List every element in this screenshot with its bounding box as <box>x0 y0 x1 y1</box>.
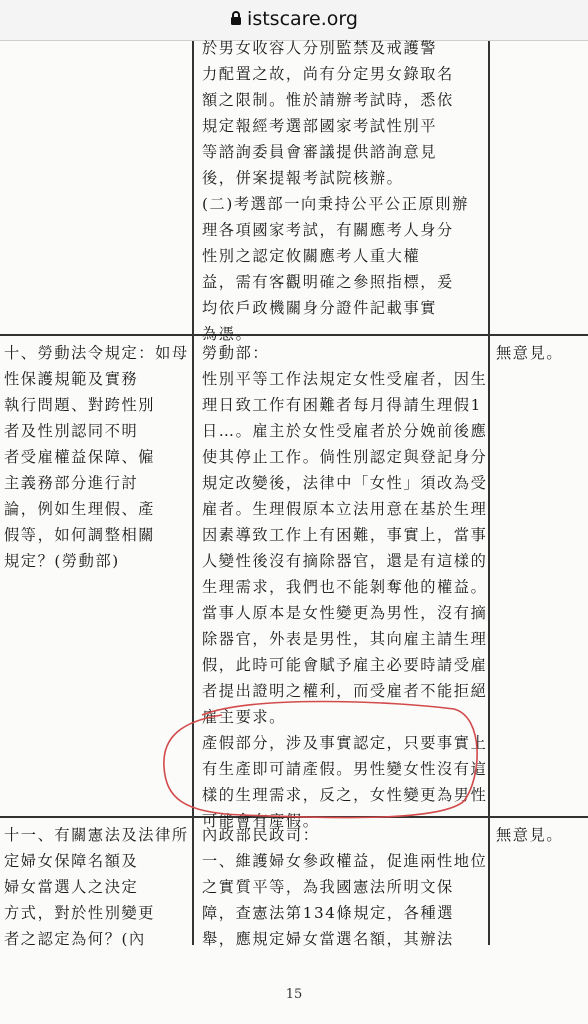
page-number: 15 <box>285 987 303 1002</box>
row10-question <box>4 340 189 574</box>
question-line: 者及性別認同不明 <box>4 422 139 440</box>
response-line: 一、維護婦女參政權益，促進兩性地位 <box>202 852 488 870</box>
text-line: 性別之認定攸關應考人重大權 <box>202 247 421 265</box>
document-page <box>0 41 588 1024</box>
text-line: 後，併案提報考試院核辦。 <box>202 169 404 187</box>
text-line: 均依戶政機關身分證件記載事實 <box>202 299 438 317</box>
response-line: 產假部分，涉及事實認定，只要事實上 <box>202 734 488 752</box>
response-line: 之實質平等，為我國憲法所明文保 <box>202 878 454 896</box>
response-line: 障，查憲法第134條規定，各種選 <box>202 904 455 922</box>
text-line: 力配置之故，尚有分定男女錄取名 <box>202 65 454 83</box>
question-line: 主義務部分進行討 <box>4 474 139 492</box>
response-line: 勞動部： <box>202 344 270 362</box>
response-line: 可能會有產假。 <box>202 812 320 830</box>
response-line: 使其停止工作。倘性別認定與登記身分 <box>202 448 488 466</box>
lock-icon <box>230 9 242 31</box>
row11-remark: 無意見。 <box>496 826 564 844</box>
question-line: 規定？(勞動部) <box>4 552 120 570</box>
table-rule <box>488 41 490 945</box>
text-line: 等諮詢委員會審議提供諮詢意見 <box>202 143 438 161</box>
question-line: 定婦女保障名額及 <box>4 852 139 870</box>
red-circle-annotation <box>162 697 480 823</box>
question-line: 者之認定為何？(內 <box>4 930 146 948</box>
response-line: 理日致工作有困難者每月得請生理假1 <box>202 396 482 414</box>
response-line: 雇主要求。 <box>202 708 286 726</box>
response-line: 因素導致工作上有困難，事實上，當事 <box>202 526 488 544</box>
text-line: 於男女收容人分別監禁及戒護警 <box>202 39 438 57</box>
text-line: 理各項國家考試，有關應考人身分 <box>202 221 454 239</box>
response-line: 日…。雇主於女性受雇者於分娩前後應 <box>202 422 488 440</box>
text-line: 益，需有客觀明確之參照指標，爰 <box>202 273 454 291</box>
question-line: 論，例如生理假、產 <box>4 500 156 518</box>
response-line: 有生產即可請產假。男性變女性沒有這 <box>202 760 488 778</box>
previous-row-response <box>202 35 469 347</box>
text-line: 規定報經考選部國家考試性別平 <box>202 117 438 135</box>
url-text: istscare.org <box>247 8 358 30</box>
response-line: 性別平等工作法規定女性受雇者，因生 <box>202 370 488 388</box>
question-line: 者受雇權益保障、僱 <box>4 448 156 466</box>
question-line: 十一、有關憲法及法律所 <box>4 826 189 844</box>
response-line: 假，此時可能會賦予雇主必要時請受雇 <box>202 656 488 674</box>
row11-response <box>202 822 487 952</box>
response-line: 者提出證明之權利，而受雇者不能拒絕 <box>202 682 488 700</box>
question-line: 十、勞動法令規定：如母 <box>4 344 189 362</box>
response-line: 除器官，外表是男性，其向雇主請生理 <box>202 630 488 648</box>
response-line: 樣的生理需求，反之，女性變更為男性 <box>202 786 488 804</box>
response-line: 內政部民政司： <box>202 826 320 844</box>
response-line: 舉，應規定婦女當選名額，其辦法 <box>202 930 454 948</box>
question-line: 執行問題、對跨性別 <box>4 396 156 414</box>
response-line: 人變性後沒有摘除器官，還是有這樣的 <box>202 552 488 570</box>
row10-remark: 無意見。 <box>496 344 564 362</box>
text-line: 為憑。 <box>202 325 253 343</box>
response-line: 當事人原本是女性變更為男性，沒有摘 <box>202 604 488 622</box>
question-line: 方式，對於性別變更 <box>4 904 156 922</box>
response-line: 生理需求，我們也不能剝奪他的權益。 <box>202 578 488 596</box>
text-line: 額之限制。惟於請辦考試時，悉依 <box>202 91 454 109</box>
question-line: 假等，如何調整相關 <box>4 526 156 544</box>
text-line: (二)考選部一向秉持公平公正原則辦 <box>202 195 469 213</box>
question-line: 婦女當選人之決定 <box>4 878 139 896</box>
url-display[interactable] <box>0 8 588 31</box>
row11-question <box>4 822 189 952</box>
response-line: 規定改變後，法律中「女性」須改為受 <box>202 474 488 492</box>
question-line: 性保護規範及實務 <box>4 370 139 388</box>
response-line: 雇者。生理假原本立法用意在基於生理 <box>202 500 488 518</box>
